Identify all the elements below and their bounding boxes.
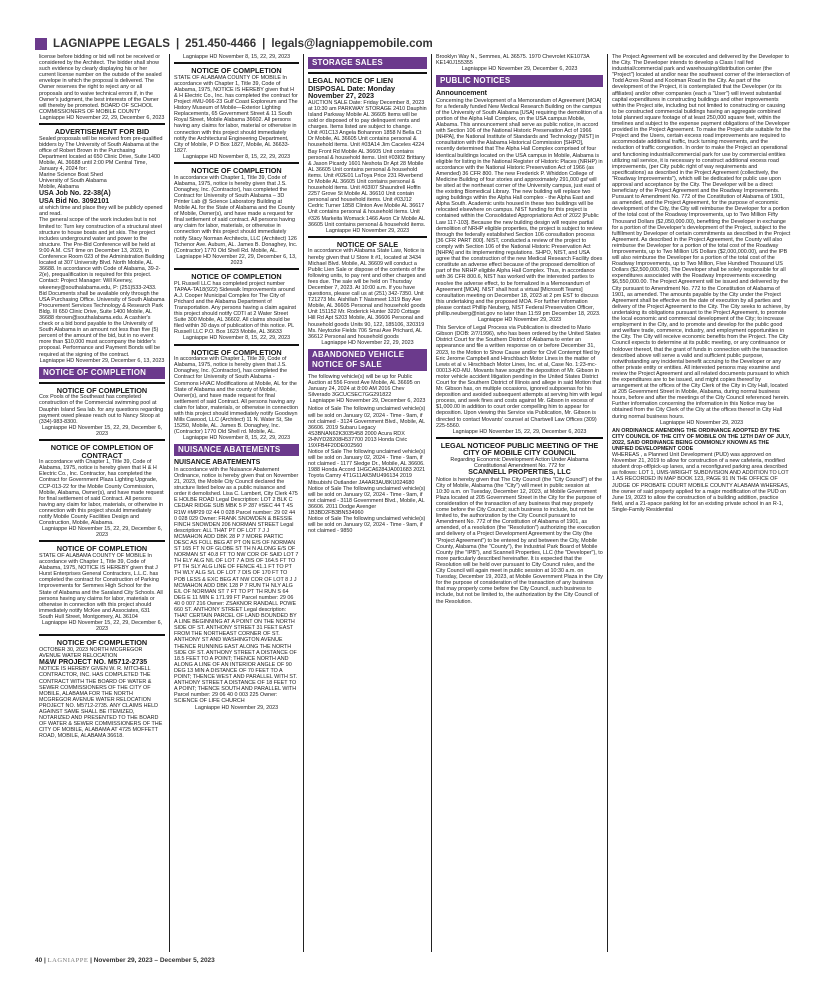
- notice-text: NOTICE IS HEREBY GIVEN W. R. MITCHELL CONTRACTOR, INC. HAS COMPLETED THE CONTRACT WITH THE BOARD OF WATER & SEWER COMMISSIONERS OF THE CITY OF MOBILE, ALABAMA FOR THE NORTH MCGREGOR AVENUE WATER RELOCATION PROJECT NO. M5712-2735. ANY CLAIMS HELD AGAINST SAME SHALL BE ITEMIZED, NOTARIZED AND PRESENTED TO THE BOARD OF WATER & SEWER COMMISSIONERS OF THE CITY OF MOBILE, ALABAMA AT 4725 MOFFETT ROAD, MOBILE, ALABAMA 36618.: [39, 666, 163, 740]
- notice-text: Notice of Sale The following unclaimed vehicle(s) will be sold on January 02, 2024 - Time - 9am, if not claimed - 3118 Government Blvd., Mobile, AL 36606. 2011 Dodge Avenger 1B3BD2FB3BN534960: [308, 485, 426, 516]
- notice-text: PL Russell LLC has completed project number TAPAA-TA18(922) Sidewalk Improvements around A.J. Cooper Municipal Complex for The City of Prichard and the Alabama Department of Transportation. Any persons having a claim against this project should notify CDTI at 2 Water Street Suite 300 Mobile, AL 36602. All claims should be filed within 30 days of publication of this notice. PL Russell LLC P.O. Box 1623 Mobile, AL 36633: [174, 280, 297, 336]
- section-title: LAGNIAPPE LEGALS: [53, 38, 170, 50]
- page-number: 40: [35, 957, 43, 964]
- notice-text: Unit #01C13 Angela Bohannon 1858 N Bella Ct Dr Mobile, AL 36605 Unit contains personal & household items. Unit #03A14 Jim Caceles 4224 Bay Front Rd Mobile AL 36605 Unit contains personal & household items. Unit #03I02 Brittany & Jason Picardy 1601 Neshota Dr Apt 28 Mobile AL 36605 Unit contains personal & household items. Unit #02E01 LaToya Price 231 Riverbend Dr Mobile AL 36605 Unit contains personal & household items. Unit #03I07 Shaundrell Hoffin 2257 Grove St Mobile AL 36610 Unit contain personal and household items. Unit #03J12 Cedric Turner 1858 Clinton Ave Mobile AL 36617 Unit contains personal & household items. Unit #326 Markeita Womack 1466 Avon Cir Mobile AL 36605 Unit contains personal & household items.: [308, 130, 426, 228]
- section-banner: NOTICE OF COMPLETION: [39, 367, 165, 379]
- email-link[interactable]: legals@lagniappemobile.com: [271, 38, 433, 50]
- notice-heading: NOTICE OF COMPLETION: [174, 344, 299, 357]
- column-1: [35, 54, 169, 952]
- notice-text: In accordance with Chapter 1, Title 39, Code of Alabama, 1975, notice is hereby given that J.S. Donaghey, Inc. (Contractor), has completed the Contract for University of South Alabama – 3D Printer Lab @ Science Laboratory Building at Mobile AL for the State of Alabama and the County of Mobile, Owner(s), and have made a request for final settlement of said contract. All persons having any claim for labor, materials, or otherwise in connection with this project should immediately notify Stacy Norman Architects, LLC (Architect) 126 Tichenor Ave. Auburn, AL. James B. Donaghey, Inc. (Contractor) 1770 Old Shell Rd. Mobile, AL.: [174, 174, 298, 254]
- publication-line: Lagniappe HD November 15, 22, 29, December 6, 2023: [452, 428, 587, 435]
- section-banner: PUBLIC NOTICES: [436, 75, 603, 87]
- notice-subheading: NUISANCE ABATEMENTS: [174, 459, 261, 467]
- notice-text: In accordance with Chapter 1, Title 39, Code of Alabama, 1975, notice is hereby given that J.S. Donaghey, Inc. (Contractor), has completed the Contract for University of South Alabama - Commons HVAC Modifications at Mobile, AL for the State of Alabama and the county of Mobile, Owner(s), and have made request for final settlement of said Contract. All persons having any claim for labor, materials, or otherwise in connection with this project should immediately notify Goodwyn Mills Cawood, LLC (Architect) 11 N. Water St, Ste 15250, Mobile, AL. James B. Donaghey, Inc. (Contractor) 1770 Old Shell rd. Mobile, AL.: [174, 356, 299, 436]
- notice-text: at which time and place they will be publicly opened and read.: [39, 205, 163, 218]
- publication-line: Lagniappe HD November 22, 29, 2023: [321, 339, 414, 346]
- notice-heading: NOTICE OF COMPLETION: [39, 382, 165, 395]
- notice-text: In accordance with Chapter 1, Title 39, Code of Alabama, 1975, notice is hereby given that H & H Electric Co., Inc. Contractor, has completed the Contract for Government Plaza Lighting Upgrade, CCP-013-22 for the Mobile County Commission, Mobile, Alabama, Owner(s), and have made request for final settlement of said Contract. All persons having any claim for labor, materials, or otherwise in connection with this project should immediately notify Mobile County Facilities Design and Construction, Mobile, Alabama.: [39, 459, 164, 527]
- page-header: [35, 38, 433, 50]
- column-4: [431, 54, 607, 952]
- notice-text: The following vehicle(s) will be up for Public Auction at 556 Forest Ave Mobile, AL 36695 on January 24, 2024 at 8:00 AM 2016 Chev Silverado 3GCUCSEC7GG291822: [308, 373, 421, 399]
- publication-line: Lagniappe HD November 22, 29, December 6, 2023: [39, 114, 165, 121]
- publication-line: Lagniappe HD November 8, 15, 22, 29, 2023: [182, 153, 291, 160]
- notice-text: Notice is hereby given that The City Council (the "City Council") of the City of Mobile, Alabama (the "City") will meet in public session at 10:30 a.m. on Tuesday, December 12, 2023, at Mobile Government Plaza located at 205 Government Street in the City for the purpose of consideration of the transaction of any business that may properly come before the City Council; such business to include, but not be limited to, the authorization by the City Council pursuant to Amendment No. 772 of the Constitution of Alabama of 1901, as amended, of a resolution (the "Resolution") authorizing the execution and delivery of a Project Development Agreement by the City (the "Project Agreement") to be entered by and between the City, Mobile County, Alabama (the "County"), the Industrial Park Board of Mobile County (the "IPB"), and Scannell Properties, LLC (the "Developer"), to more particularly described hereinafter. It is expected that the Resolution will be held over pursuant to City Council rules, and the City Council will again meet in public session at 10:30 a.m. on Tuesday, December 19, 2023, at Mobile Government Plaza in the City for the purpose of consideration of the transaction of any business that may properly come before the City Council, such business to include, but not be limited to, the authorization by the City Council of the Resolution.: [436, 476, 603, 605]
- publication-line: Lagniappe HD November 22, 29, December 6, 13, 2023: [176, 253, 297, 266]
- notice-heading: NOTICE OF COMPLETION: [174, 268, 299, 281]
- notice-text: STATE OF ALABAMA COUNTY OF MOBILE In accordance with Chapter 1, Title 39, Code of Alabama, 1975, NOTICE IS HEREBY given that J Hurst Enterprises General Contractors, L.L.C. has completed the contract for Construction of Parking Improvements for Semmes High School for the State of Alabama and the Saraland City Schools. All persons having any claims for labor, materials or otherwise in connection with this project should immediately notify McKee and Associates, 631 South Hull Street, Montgomery, AL 36104: [39, 552, 163, 620]
- notice-heading: ADVERTISEMENT FOR BID: [39, 123, 165, 136]
- column-5: [607, 54, 795, 952]
- column-2: [169, 54, 303, 952]
- notice-subheading: Announcement: [436, 90, 487, 98]
- notice-text: In accordance with Alabama State Law, Notice is hereby given that U Store It #1, located at 3434 Michael Blvd. Mobile, AL 36609 will conduct a Public Lien Sale or dispose of the contents of the following units, to pay rent and other charges and fees due. The sale will be held on Thursday December 7, 2023. At 10:00 a.m. If you have questions, please call us at (251) 342-7350. Unit T21273 Ms. Aishiliah T Naismeet 1319 Bay Ave Mobile, AL 36605 Personal and household goods Unit 151152 Mr. Roderick Hunter 3220 Cottage Hill Rd Apt S203 Mobile, AL 36606 Personal and household goods Units 90, 122, 185106, 320319 Ms. Neytozke Fields 706 Smai Ave Prichard, AL 36612 Personal and household goods: [308, 248, 426, 340]
- publication-line: Lagniappe HD November 29, December 6, 2023: [309, 398, 426, 405]
- notice-text: Regarding Economic Development Action Under Alabama Constitutional Amendment No. 772 for: [450, 457, 589, 470]
- section-color-block: [35, 38, 47, 50]
- notice-heading: NOTICE OF COMPLETION: [39, 634, 165, 647]
- notice-heading: NOTICE OF COMPLETION: [174, 62, 299, 75]
- separator: |: [262, 38, 266, 50]
- notice-text: AUCTION SALE Date: Friday December 8, 2023 at 10:30 am PARKWAY STORAGE 2410 Dauphin Island Parkway Mobile AL 36605 Items will be sold or disposed of to pay delinquent rents and charges. Items listed are subject to change.: [308, 99, 427, 131]
- publication-line: Lagniappe HD November 15, 22, 29, December 6, 2023: [41, 526, 163, 539]
- publication-line: Lagniappe HD November 15, 22, 29, December 6, 2023: [41, 620, 163, 633]
- phone-number: 251.450-4466: [185, 38, 257, 50]
- notice-text: Brooklyn Way N., Semmes, AL 36575. 1970 Chevrolet KE1073A KE140J155355: [436, 54, 590, 67]
- publication-line: Lagniappe HD November 29, 2023: [194, 704, 279, 711]
- notice-text: OCTOBER 30, 2023 NORTH MCGREGOR AVENUE WATER RELOCATION: [39, 646, 143, 659]
- publication-line: Lagniappe HD November 29, December 6, 2023: [461, 66, 578, 73]
- section-banner: NUISANCE ABATEMENTS: [174, 444, 299, 456]
- notice-text: The Project Agreement will be executed and delivered by the Developer to the City. The Developer intends to develop a Class I rail fed industrial/commercial park and warehousing/distribution center (the "Project") located at and/or near the southwest corner of the intersection of Todd Acres Road and Kooiman Road in the City. As part of the development of the Project, it is contemplated that the Developer (or its affiliates) and/or other companies (each a "User") will invest substantial capital expenditures in constructing buildings and other improvements within the Project site, including but not limited to constructing or causing to be constructed commercial buildings having an aggregate combined total planned square footage of at least 250,000 square feet, within the timelines and subject to the expense payment obligations of the Developer provided in the Project Agreement. To make the Project site suitable for the Project and the Users, certain excess road improvements are required to accommodate additional traffic, truck turning movements, and the reduction of traffic congestion. In order to make the Project an operational and functioning industrial/commercial park for use by commercial entities utilizing rail service, it is necessary to construct additional excess road improvements, (per City public right of way requirements and specifications) as described in the Project Agreement (collectively, the "Roadway Improvements"), which will be dedicated for public use upon approval and acceptance by the City. The Developer will be a direct beneficiary of the Project Agreement and the Roadway Improvements. Pursuant to Amendment No. 772 of the Constitution of Alabama of 1901, as amended, and the Project Agreement, for the purpose of economic development of the City, the City will reimburse the Developer for a portion of the total cost of the Roadway Improvements, up to Two Million Fifty Thousand Dollars ($2,050,000.00), benefiting the Developer in exchange for a portion of the Developer's development of the Project, subject to the fulfillment by Developer of certain commitments as described in the Project Agreement. As described in the Project Agreement, the County will also reimburse the Developer for a portion of the total cost of the Roadway Improvements, up to Two Million US Dollars ($2,000,000.00), and the IPB will also reimburse the Developer for a portion of the total cost of the Roadway Improvements, up to Two Million, Five Hundred Thousand US Dollars ($2,500,000.00). The Developer shall be solely responsible for all expenditures associated with the Roadway Improvements exceeding $6,550,000.00. The Project Agreement will be issued and delivered by the City pursuant to Amendment No. 772 to the Constitution of Alabama of 1901, as amended. The amounts payable by the City under the Project Agreement shall be effective on the date of execution by all parties and delivery of the Project Agreement to the City. The City seeks to achieve, by undertaking its obligations pursuant to the Project Agreement, to promote the local economic and commercial development of the City; to increase employment in the City, and to promote and develop for the public good and welfare trade, commerce, industry, and employment opportunities in the City. The City will receive economic benefits from the Project. The City Council expects to determine at its public meeting, or any continuance or holdover thereof, that the grant of funds in connection with the transaction described above will serve a valid and sufficient public purpose, notwithstanding any incidental benefit accruing to the Developer or any other private entity or entities. All interested persons may examine and review the Project Agreement and all related documents pursuant to which the expenditures are to be issued, and might copies thereof by arrangement at the offices of the City Clerk of the City in City Hall, located at 205 Government Street in Mobile, Alabama, during normal business hours, before and after the meetings of the City Council referenced herein. Further information concerning the information in this Notice may be obtained from the City Clerk of the City at the offices thereof in City Hall during normal business hours.: [612, 54, 791, 420]
- notice-heading: LEGAL NOTICEOF PUBLIC MEETING OF THE CITY OF MOBILE CITY COUNCIL: [436, 437, 603, 457]
- notice-text: Sealed proposals will be received from pre-qualified bidders by The University of South Alabama at the office of Robert Brown in the Purchasing Department located at 650 Clinic Drive, Suite 1400 Mobile, AL 36688 until 2:00 PM Central Time, January 4, 2024 for:: [39, 135, 163, 173]
- section-banner: STORAGE SALES: [308, 57, 427, 69]
- page-footer: 40 | LAGNIAPPE | November 29, 2023 – December 5, 2023: [35, 957, 215, 964]
- notice-text: Mobile, Alabama: [39, 184, 79, 191]
- column-3: [303, 54, 431, 952]
- notice-text: Notice of Sale The following unclaimed vehicle(s) will be sold on January 02, 2024 - Time - 9am, if not claimed - 9850: [308, 516, 426, 535]
- notice-text: In accordance with the Nuisance Abatement Ordinance, notice is hereby given that on November 21, 2023, the Mobile City Council declared the structure listed below as a public nuisance and order it demolished. Lisa C. Lambert, City Clerk 475 E HOLBE ROAD Legal Description: LOT 2 BLK C CEDAR RIDGE SUB MBK 5 P 287 #SEC 44 T 4S R1W #MP29 02 44 0 028 Parcel number: 29 02 44 0 028 029 Owner: FRANK SNOWDEN & BESSIE FINCH SNOWDEN 206 NORMAN STREET Legal description: ALL THAT PT OF LOT 7 J J MCMAHON ADD DBK 28 P 7 MORE PARTIC DESC AS FOLL BEG AT PT ON E/S OF NORMAN ST 165 FT N OF GLOBE ST TH N ALONG E/S OF NORMAN ST 40.8 FT TO NW COR OF SAID LOT 7 TH ELY ALG N/L OF LOT 7 A DIS OF 164.5 FT TO PT TH SLY ALG LINE OF FENCE 41.1 FT TO PT TH WLY ALG S/L OF LOT 7 DIS OF 170 FT TO POB LESS & EXC BEG AT NW COR OF LOT 8 J J MCMAHON ADD DBK 128 P 7 RUN TH NLY ALG E/L OF NORMAN ST 7 FT TO PT TH RUN S 64 DEG E 11 MIN E 171.99 FT Parcel number: 29 06 40 0 007 216 Owner: ZSAKNOR RANDALL POWE 660 ST. ANTHONY STREET Legal description: THAT CERTAIN PARCEL OF LAND BOUNDED BY A LINE BEGINNING AT A POINT ON THE NORTH SIDE OF ST. ANTHONY STREET 31 FEET EAST FROM THE NORTHEAST CORNER OF ST. ANTHONY ST AND WASHINGTON AVENUE THENCE RUNNING EAST ALONG THE NORTH SIDE OF ST. ANTHONY STREET A DISTANCE OF 18.5 FEET TO A POINT; THENCE NORTH AND ALONG A LINE OF AN INTERIOR ANGLE OF 90 DEG 13 MIN A DISTANCE OF 70 FEET TO A POINT; THENCE WEST AND PARALLEL WITH ST. ANTHONY STREET A DISTANCE OF 18 FEET TO A POINT; THENCE SOUTH AND PARALLEL WITH Parcel number: 29 06 40 0 003 225 Owner: SCIENCE OF LIFE CHURCH: [174, 466, 299, 705]
- notice-subheading: M&W PROJECT NO. M5712-2735: [39, 658, 148, 666]
- notice-heading: NOTICE OF COMPLETION: [174, 162, 299, 175]
- notice-text: Concerning the Development of a Memorandum of Agreement [MOA] for a federally funded New Medical Research Building on the campus of the University of South Alabama [USA] requiring the demolition of a portion of the Alpha Hall Complex, on the USA campus Mobile, Alabama. This announcement shall serve as public notice, in accord with Section 106 of the National Historic Preservation Act of 1966 [NHPA], the National Institute of Standards and Technology [NIST] in consultation with the Alabama Historical Commission [SHPO], recently determined that The Alpha Hall Complex comprised of four identical buildings located on the USA campus in Mobile, Alabama is eligible for listing in the National Register of Historic Places (NRHP) in accordance with the National Historic Preservation Act of 1966 (as Amended) 36 CFR 800. The new Frederick P. Whiddon College of Medicine Building of four stories and approximately 291,000 gsf will be sited at the northeast corner of the University campus, just east of the existing Biomedical Library. The new building will replace two aging buildings within the Alpha Hall complex - the Alpha East and Alpha South. Academic units housed in these two buildings will be relocated elsewhere on campus. NIST funding for this project is contained within the Consolidated Appropriations Act of 2022 [Public Law 117-103]. Because the new building design will require partial demolition of NRHP eligible properties, the project is subject to review through the federally established Section 106 consultation process [36 CFR PART 800]. NIST, conducted a review of the project to comply with Section 106 of the National Historic Preservation Act [NHPA] and its implementing regulations. SHPO, NIST, and USA agree that the construction of the new Medical Research Facility does constitute an adverse effect because of the proposed demolition of part of the NRHP eligible Alpha Hall Complex. Thus, in accordance with 36 CFR 800.6, NIST has worked with the interested parties to resolve the adverse effect, to be formalized in a Memorandum of Agreement [MOA]. NIST shall host a virtual [Microsoft Teams] consultation meeting on December 18, 2023 at 2 pm EST to discuss this undertaking and the proposed MOA. For further information please contact Phillip Neuberg, NIST Federal Preservation Officer, phillip.neuberg@nist.gov no later than 11:59 pm December 18, 2023.: [436, 97, 603, 317]
- notice-text: Marine Science Boat Shed: [39, 172, 103, 179]
- notice-text: STATE OF ALABAMA COUNTY OF MOBILE In accordance with Chapter 1, Title 39, Code of Alabama, 1975, NOTICE IS HEREBY given that H & H Electric Co., Inc. has completed the contract for Project #MU-066-23 Gulf Coast Exploreum and The History Museum of Mobile—Exterior Lighting Replacements, 65 Government Street & 11 South Royal Street, Mobile Alabama 36602. All persons having any claims for labor, material or otherwise in connection with this project should immediately notify the Architectural Engineering Department, City of Mobile, P O Box 1827, Mobile, AL 36633-1827.: [174, 74, 298, 154]
- legal-notices-columns: [35, 54, 795, 952]
- notice-text: license before bidding or bid will not be received or considered by the Architect. The bidder shall show such evidence by clearly displaying his or her current license number on the outside of the sealed envelope in which the proposal is delivered. The Owner reserves the right to reject any or all proposals and to waive technical errors if, in the Owner's judgment, the best interests of the Owner will thereby be promoted. BOARD OF SCHOOL COMMISSIONERS OF MOBILE COUNTY: [39, 54, 162, 115]
- notice-text: Notice of Sale The following unclaimed vehicle(s) will be sold on January 02, 2024 - Time - 9am, if not claimed - 3124 Government Blvd., Mobile, AL 36606. 2019 Subaru Legacy 4S3BNAN62K3035458 2000 Acura RDX 2HNYD28208H537700 2013 Honda Civic 19XFB4F20DE002560: [308, 406, 426, 449]
- publication-line: Lagniappe HD November 29, 2023: [325, 227, 410, 234]
- notice-subheading: USA Bid No. 3092101: [39, 197, 110, 205]
- brand-name: LAGNIAPPE: [47, 957, 89, 964]
- publication-line: Lagniappe HD November 29, December 6, 13, 2023: [39, 357, 165, 364]
- notice-heading: NOTICE OF SALE: [308, 236, 427, 249]
- notice-text: WHEREAS , a Planned Unit Development (PUD) was approved on November 21, 2019 to allow for construction of a new cafeteria, modified student drop-off/pick-up lanes, and a reconfigured parking area described as follows: LOT 1, UMS-WRIGHT SUBDIVISION AND ADDITION TO LOT 1 AS RECORDED IN MAP BOOK 123, PAGE 91 IN THE OFFICE OF JUDGE OF PROBATE COURT MOBILE COUNTY ALABAMA WHEREAS, the owner of said property applied for a major modification of the PUD on June 19, 2023 to allow the construction of a building addition, practice field, and a 21-space parking lot for an existing private school in an R-1, Single-Family Residential: [612, 452, 790, 513]
- section-banner: ABANDONED VEHICLE NOTICE OF SALE: [308, 349, 427, 371]
- notice-subheading: USA Job No. 22-38(A): [39, 190, 111, 198]
- notice-heading: NOTICE OF COMPLETION: [39, 540, 165, 553]
- publication-line: Lagniappe HD November 8, 15, 22, 29, 2023: [182, 54, 291, 60]
- notice-text: University of South Alabama: [39, 178, 107, 185]
- publication-line: Lagniappe HD November 29, 2023: [477, 317, 562, 324]
- notice-text: Notice of Sale The following unclaimed vehicle(s) will be sold on January 02, 2024 - Time - 9am, if not claimed - 1177 Sledge Dr., Mobile, AL 36606. 1988 Honda Accord 1HGCA6284JA001683 2021 Toyota Camry 4T1G11AK5MU496134 2019 Mitsubishi Outlander JA4AR3AU8KU024680: [308, 449, 426, 486]
- publication-line: Lagniappe HD November 8, 15, 22, 29, 2023: [182, 335, 291, 342]
- issue-dates: November 29, 2023 – December 5, 2023: [93, 957, 215, 964]
- notice-text: Cox Pools of the Southeast has completed construction of the Commercial swimming pool at Dauphin Island Sea lab. for any questions regarding payment owed please reach out to Nancy Stoop at (334)-983-8300.: [39, 394, 164, 425]
- notice-heading: LEGAL NOTICE OF LIEN DISPOSAL Date: Monday November 27, 2023: [308, 72, 427, 100]
- publication-line: Lagniappe HD November 15, 22, 29, December 6, 2023: [41, 424, 163, 437]
- notice-text: This Service of Legal Process via Publication is directed to Mario Gibson (DOB: 2/7/1996), who has been ordered by the United States District Court for the Southern District of Alabama to enter an appearance and file a written response on or before December 31, 2023, to the Motion to Show Cause and/or for Civil Contempt filed by Eric Jerome Campbell and Hirschbach Motor Lines in the matter of Lewis et al v. Hirschbach Motor Lines, Inc. et al, Case No. 1:23-mc-00013-KD-MU. Movants have sought the deposition of Mr. Gibson in motor vehicle accident litigation pending in the United States District Court for the Southern District of Illinois and allege in said Motion that Mr. Gibson has, on multiple occasions, ignored subpoenas for his deposition and avoided subsequent attempts at serving him with legal process, and seek fines and costs against Mr. Gibson in excess of $1,000.00 in addition to court order compelling him to appear for deposition. Upon viewing this Service via Publication, Mr. Gibson is directed to contact Movants' counsel at Chartwell Law Offices (309) 225-5560.: [436, 325, 603, 429]
- separator: |: [175, 38, 180, 50]
- notice-text: The general scope of the work includes but is not limited to: Turn key construction of a structural steel structure to house boats and jet skis. The project includes underground water and power to the structure. The Pre-Bid Conference will be held at 9:00 A.M. CST time on December 13, 2023, in Conference Room 023 of the Administration Building located at 307 University Blvd. North Mobile, AL 36688. In accordance with Code of Alabama, 39-2-2(e), prequalification is required for this project. Contact: Project Manager: Will Keeney, wkeeney@southalabama.edu, P: (251)533-2433. Bid Documents shall be available only through the USA Purchasing Office. University of South Alabama Procurement Services Technology & Research Park Bldg. III 650 Clinic Drive, Suite 1400 Mobile, AL 36688 rbrown@southalabama.edu. A cashier's check or a bid bond payable to the University of South Alabama in an amount not less than five (5) percent of the amount of the bid, but in no event more than $10,000 must accompany the bidder's proposal. Performance and Payment Bonds will be required at the signing of the contract.: [39, 217, 165, 358]
- notice-subheading: SCANNELL PROPERTIES, LLC: [468, 469, 571, 477]
- publication-line: Lagniappe HD November 8, 15, 22, 29, 2023: [182, 435, 291, 442]
- publication-line: Lagniappe HD November 29, 2023: [659, 419, 744, 426]
- ordinance-heading: AN ORDINANCE AMENDING THE ORDINANCE ADOPTED BY THE CITY COUNCIL OF THE CITY OF MOBILE ON THE 12TH DAY OF JULY, 2022, SAID ORDINANCE BEING COMMONLY KNOWN AS THE UNIFIED DEVELOPMENT CODE: [612, 427, 791, 452]
- notice-heading: NOTICE OF COMPLETION OF CONTRACT: [39, 439, 165, 459]
